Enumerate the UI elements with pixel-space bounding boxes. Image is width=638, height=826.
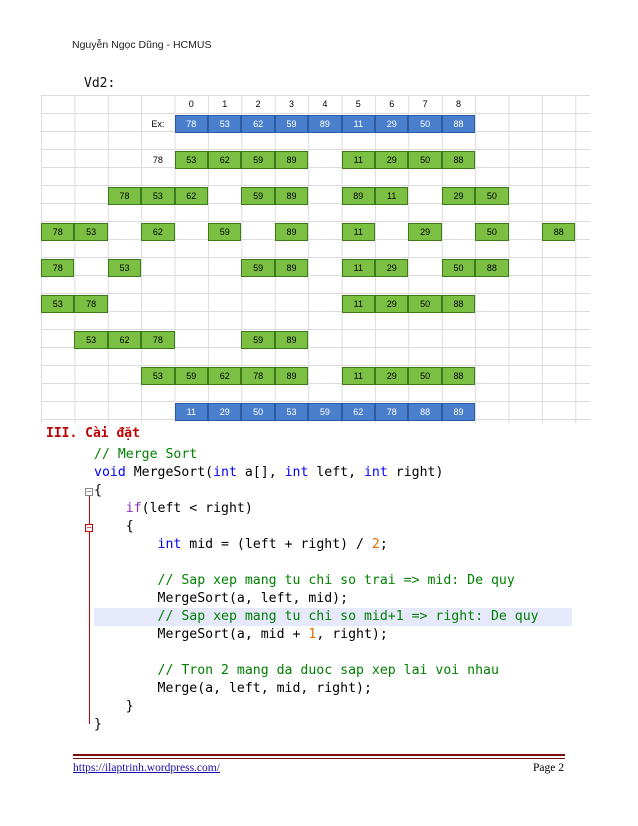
array-value-cell: 29	[375, 151, 408, 169]
row-label-cell: Ex:	[151, 119, 165, 129]
code-token: // Tron 2 mang da duoc sap xep lai voi nhau	[94, 663, 499, 678]
array-value-cell: 89	[275, 187, 308, 205]
array-value-cell: 53	[141, 187, 174, 205]
footer-divider	[73, 758, 565, 759]
array-value-cell: 89	[275, 367, 308, 385]
code-token: int	[284, 465, 317, 480]
array-value-cell: 59	[208, 223, 241, 241]
array-value-cell: 89	[275, 151, 308, 169]
array-value-cell: 88	[442, 295, 475, 313]
array-value-cell: 50	[408, 151, 441, 169]
code-token: (left < right)	[141, 501, 253, 516]
code-line	[94, 536, 388, 554]
example-label: Vd2:	[84, 76, 116, 91]
array-value-cell: 50	[475, 187, 508, 205]
array-value-cell: 78	[74, 295, 107, 313]
code-token: }	[94, 699, 134, 714]
code-line	[94, 680, 372, 698]
footer-link[interactable]: https://ilaptrinh.wordpress.com/	[73, 762, 220, 774]
code-token: 2	[371, 537, 380, 552]
array-value-cell: 53	[175, 151, 208, 169]
code-token: MergeSort(a, mid +	[94, 627, 309, 642]
cutoff-next-line	[88, 734, 508, 740]
code-token: {	[94, 519, 134, 534]
array-value-cell: 88	[542, 223, 575, 241]
array-value-cell: 88	[442, 367, 475, 385]
array-value-cell: 78	[41, 259, 74, 277]
array-value-cell: 89	[275, 223, 308, 241]
code-line	[94, 662, 499, 680]
array-value-cell: 11	[342, 115, 375, 133]
code-token	[94, 537, 158, 552]
array-value-cell: 62	[342, 403, 375, 421]
array-value-cell: 89	[275, 259, 308, 277]
array-value-cell: 59	[275, 115, 308, 133]
index-header-cell: 1	[222, 99, 228, 109]
array-value-cell: 11	[342, 151, 375, 169]
footer-divider	[73, 754, 565, 756]
array-value-cell: 59	[308, 403, 341, 421]
code-token: // Merge Sort	[94, 447, 198, 462]
array-value-cell: 59	[241, 187, 274, 205]
code-token: a[],	[244, 465, 285, 480]
array-value-cell: 11	[342, 295, 375, 313]
array-value-cell: 53	[74, 223, 107, 241]
code-line	[94, 482, 102, 500]
array-value-cell: 53	[74, 331, 107, 349]
code-token: // Sap xep mang tu chi so mid+1 => right: De quy	[94, 609, 539, 624]
code-token	[94, 501, 126, 516]
index-header-cell: 4	[322, 99, 328, 109]
array-value-cell: 50	[475, 223, 508, 241]
index-header-cell: 8	[455, 99, 461, 109]
array-value-cell: 50	[442, 259, 475, 277]
code-line	[94, 626, 388, 644]
array-value-cell: 11	[342, 367, 375, 385]
code-token: right)	[395, 465, 444, 480]
array-value-cell: 62	[175, 187, 208, 205]
array-value-cell: 50	[408, 115, 441, 133]
code-token: , right);	[316, 627, 388, 642]
array-value-cell: 78	[41, 223, 74, 241]
code-line	[94, 518, 134, 536]
array-value-cell: 88	[442, 115, 475, 133]
array-value-cell: 78	[375, 403, 408, 421]
array-value-cell: 29	[375, 115, 408, 133]
array-value-cell: 59	[241, 259, 274, 277]
array-value-cell: 59	[241, 151, 274, 169]
array-value-cell: 29	[375, 259, 408, 277]
fold-toggle-icon[interactable]: −	[86, 487, 92, 496]
index-header-cell: 7	[422, 99, 428, 109]
code-line	[94, 446, 197, 464]
spreadsheet-merge-sort-diagram	[41, 95, 590, 423]
array-value-cell: 29	[375, 295, 408, 313]
code-line	[94, 464, 443, 482]
array-value-cell: 62	[208, 367, 241, 385]
index-header-cell: 3	[288, 99, 294, 109]
code-token: 1	[308, 627, 317, 642]
index-header-cell: 6	[389, 99, 395, 109]
code-line	[94, 716, 102, 734]
code-token: void	[94, 465, 134, 480]
code-token: mid = (left + right) /	[189, 537, 372, 552]
code-token: left,	[316, 465, 364, 480]
array-value-cell: 89	[342, 187, 375, 205]
code-token: {	[94, 483, 102, 498]
code-token: int	[157, 537, 190, 552]
array-value-cell: 78	[175, 115, 208, 133]
array-value-cell: 53	[275, 403, 308, 421]
index-header-cell: 5	[355, 99, 361, 109]
code-token: ;	[379, 537, 388, 552]
array-value-cell: 11	[175, 403, 208, 421]
code-line	[94, 608, 539, 626]
array-value-cell: 53	[208, 115, 241, 133]
array-value-cell: 29	[375, 367, 408, 385]
array-value-cell: 78	[241, 367, 274, 385]
array-value-cell: 88	[475, 259, 508, 277]
code-token: Merge(a, left, mid, right);	[94, 681, 372, 696]
section-title: III. Cài đặt	[46, 426, 140, 441]
array-value-cell: 89	[442, 403, 475, 421]
fold-toggle-icon[interactable]: −	[86, 523, 92, 532]
array-value-cell: 29	[408, 223, 441, 241]
array-value-cell: 29	[208, 403, 241, 421]
array-value-cell: 11	[375, 187, 408, 205]
array-value-cell: 78	[141, 331, 174, 349]
array-value-cell: 59	[241, 331, 274, 349]
array-value-cell: 78	[108, 187, 141, 205]
code-block	[84, 446, 574, 744]
array-value-cell: 62	[108, 331, 141, 349]
array-value-cell: 62	[141, 223, 174, 241]
page-header-author: Nguyễn Ngọc Dũng - HCMUS	[72, 39, 212, 51]
array-value-cell: 89	[308, 115, 341, 133]
code-token: int	[213, 465, 245, 480]
code-token: if	[125, 501, 142, 516]
code-line	[94, 590, 348, 608]
array-value-cell: 50	[408, 295, 441, 313]
array-value-cell: 11	[342, 259, 375, 277]
code-line	[94, 572, 515, 590]
array-value-cell: 62	[208, 151, 241, 169]
array-value-cell: 88	[442, 151, 475, 169]
array-value-cell: 53	[41, 295, 74, 313]
code-line	[94, 500, 253, 518]
code-token: MergeSort(	[133, 465, 214, 480]
array-value-cell: 59	[175, 367, 208, 385]
index-header-cell: 0	[188, 99, 194, 109]
array-value-cell: 88	[408, 403, 441, 421]
code-line	[94, 698, 134, 716]
index-header-cell: 2	[255, 99, 261, 109]
array-value-cell: 29	[442, 187, 475, 205]
array-value-cell: 53	[141, 367, 174, 385]
array-value-cell: 89	[275, 331, 308, 349]
array-value-cell: 62	[241, 115, 274, 133]
code-token: int	[363, 465, 396, 480]
page-number: Page 2	[533, 762, 564, 774]
array-value-cell: 11	[342, 223, 375, 241]
array-value-cell: 50	[408, 367, 441, 385]
row-label-cell: 78	[152, 155, 163, 165]
code-token: // Sap xep mang tu chi so trai => mid: De quy	[94, 573, 515, 588]
code-token: MergeSort(a, left, mid);	[94, 591, 349, 606]
code-token: }	[94, 717, 102, 732]
array-value-cell: 53	[108, 259, 141, 277]
array-value-cell: 50	[241, 403, 274, 421]
